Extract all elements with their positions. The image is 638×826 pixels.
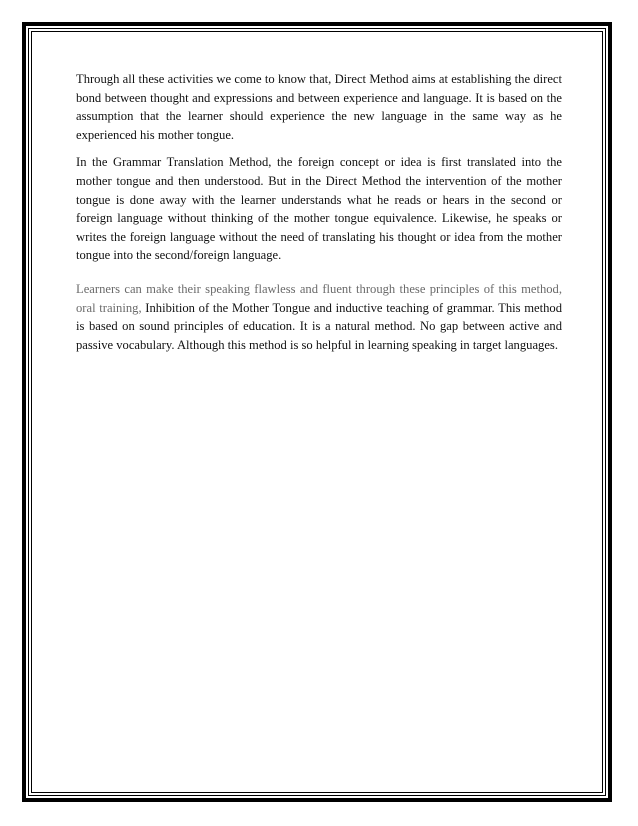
paragraph-direct-method-aims: Through all these activities we come to know that, Direct Method aims at establishing the direct bond between thought and expressions and between experience and language. It is based on the assumption that the learner should experience the new language in the same way as he experienced his mother tongue. xyxy=(76,72,562,142)
paragraph-learner-principles xyxy=(76,280,562,354)
paragraph-learner-principles-lead: Learners can make their speaking flawless and fluent through these principles of this method, oral training, xyxy=(76,281,562,315)
paragraph-grammar-translation-comparison: In the Grammar Translation Method, the foreign concept or idea is first translated into the mother tongue and then understood. But in the Direct Method the intervention of the mother tongue is done away with the learner understands what he reads or hears in the second or foreign language without thinking of the mother tongue equivalence. Likewise, he speaks or writes the foreign language without the need of translating his thought or idea from the mother tongue into the second/foreign language. xyxy=(76,155,562,263)
document-body xyxy=(76,70,562,363)
paragraph-learner-principles-rest: Inhibition of the Mother Tongue and inductive teaching of grammar. This method is based on sound principles of education. It is a natural method. No gap between active and passive vocabulary. Although this method is so helpful in learning speaking in target languages. xyxy=(76,300,562,352)
